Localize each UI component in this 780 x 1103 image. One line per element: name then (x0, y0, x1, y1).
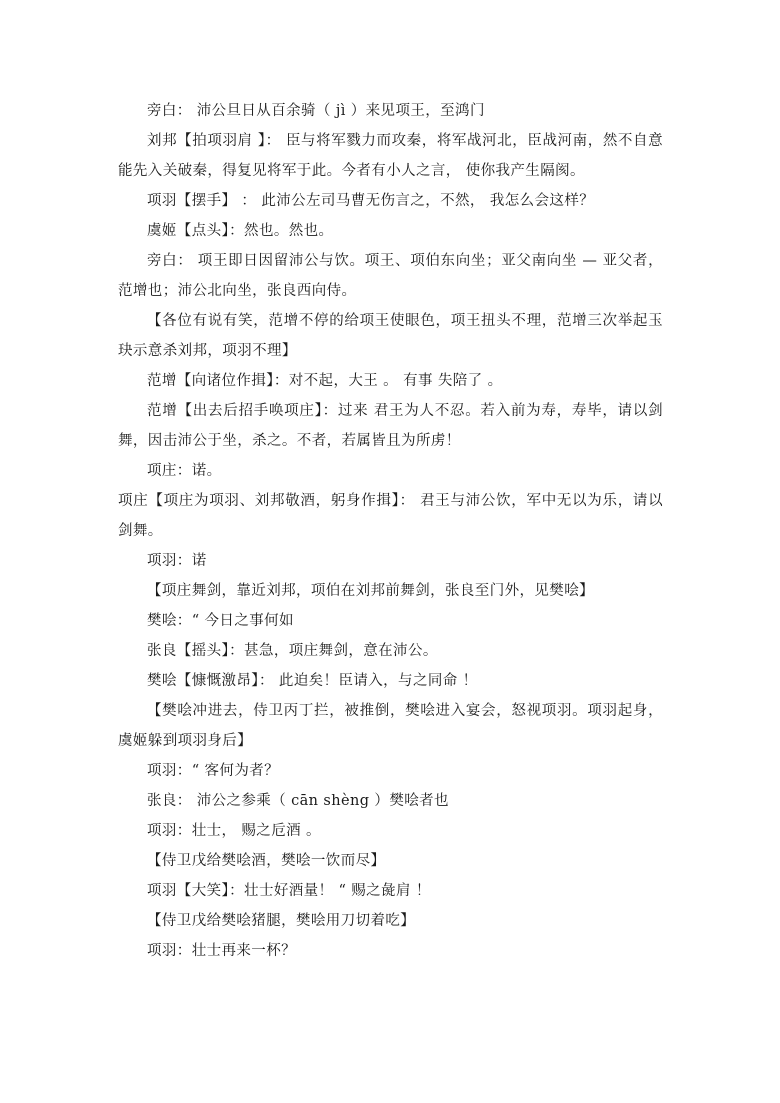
paragraph: 项羽：壮士， 赐之卮酒 。 (147, 823, 321, 839)
paragraph: 【各位有说有笑，范增不停的给项王使眼色，项王扭头不理，范增三次举起玉玦示意杀刘邦，项羽不理】 (118, 313, 663, 359)
paragraph: 张良【摇头】：甚急，项庄舞剑，意在沛公。 (147, 643, 438, 659)
paragraph: 张良： 沛公之参乘（ cān shèng ）樊哙者也 (147, 793, 449, 809)
paragraph: 项庄：诺。 (147, 463, 222, 479)
paragraph: 【侍卫戊给樊哙酒，樊哙一饮而尽】 (147, 853, 386, 869)
paragraph: 旁白： 项王即日因留沛公与饮。项王、项伯东向坐；亚父南向坐 — 亚父者，范增也；沛公北向坐，张良西向侍。 (118, 253, 663, 299)
paragraph: 项羽【大笑】：壮士好酒量！ “ 赐之彘肩 ！ (147, 883, 431, 899)
paragraph: 项羽：诺 (147, 553, 207, 569)
paragraph: 项庄【项庄为项羽、刘邦敬酒，躬身作揖】： 君王与沛公饮，军中无以为乐，请以剑舞。 (118, 493, 663, 539)
paragraph: 项羽：“ 客何为者？ (147, 763, 280, 779)
paragraph: 项羽【摆手】 ： 此沛公左司马曹无伤言之，不然， 我怎么会这样？ (147, 193, 595, 209)
paragraph: 虞姬【点头】：然也。然也。 (147, 223, 334, 239)
paragraph: 【侍卫戊给樊哙猪腿，樊哙用刀切着吃】 (147, 913, 416, 929)
script-body (118, 96, 663, 966)
paragraph: 刘邦【拍项羽肩 】： 臣与将军戮力而攻秦，将军战河北，臣战河南，然不自意能先入关破秦，得复见将军于此。今者有小人之言， 使你我产生隔阂。 (118, 133, 663, 179)
paragraph: 【樊哙冲进去，侍卫丙丁拦，被推倒，樊哙进入宴会，怒视项羽。项羽起身，虞姬躲到项羽身后】 (118, 703, 663, 749)
paragraph: 樊哙【慷慨激昂】： 此迫矣！臣请入，与之同命 ！ (147, 673, 478, 689)
paragraph: 范增【出去后招手唤项庄】：过来 君王为人不忍。若入前为寿，寿毕，请以剑舞，因击沛公于坐，杀之。不者，若属皆且为所虏！ (118, 403, 663, 449)
paragraph: 项羽：壮士再来一杯？ (147, 943, 296, 959)
paragraph: 樊哙：“ 今日之事何如 (147, 613, 294, 629)
paragraph: 旁白： 沛公旦日从百余骑（ jì ）来见项王，至鸿门 (147, 103, 485, 119)
paragraph: 【项庄舞剑，靠近刘邦，项伯在刘邦前舞剑，张良至门外，见樊哙】 (147, 583, 594, 599)
paragraph: 范增【向诸位作揖】：对不起，大王 。 有事 失陪了 。 (147, 373, 503, 389)
